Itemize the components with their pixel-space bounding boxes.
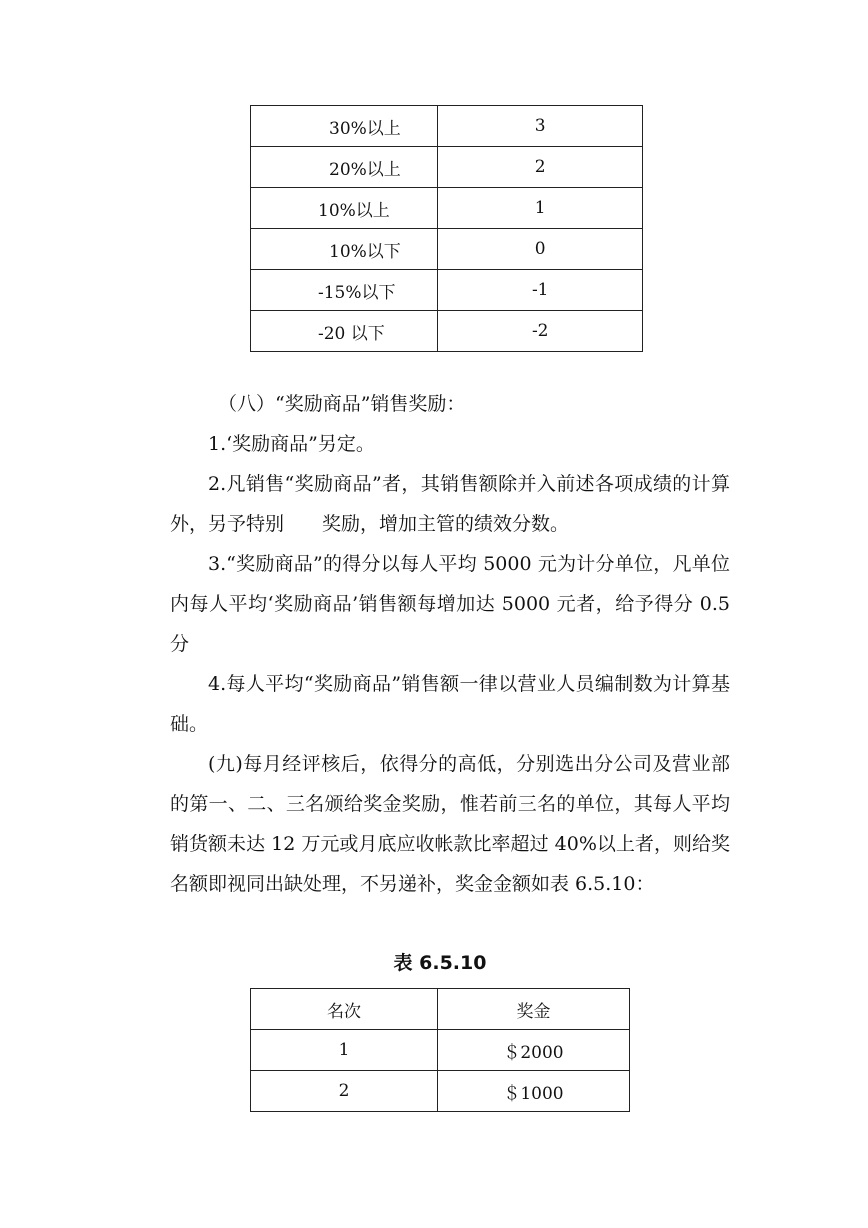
range-label: -20 以下 [318,323,385,344]
section-nine-paragraph: (九)每月经评核后，依得分的高低，分别选出分公司及营业部的第一、二、三名颁给奖金奖励，惟若前三名的单位，其每人平均销货额未达 12 万元或月底应收帐款比率超过 40%以上者，则给奖名额即视同出缺处理，不另递补，奖金金额如表 6.5.10： [170,753,730,895]
range-label: 10%以下 [329,241,401,262]
table-row [251,147,643,188]
range-label: -15%以下 [318,282,396,303]
score-cell: 2 [438,147,643,188]
score-cell: 1 [438,188,643,229]
table-row [251,1071,630,1112]
range-cell [251,106,438,147]
table-row [251,106,643,147]
rank-cell: 2 [251,1071,438,1112]
range-label: 10%以上 [318,200,390,221]
header-rank: 名次 [251,989,438,1030]
score-cell: -1 [438,270,643,311]
table-row [251,1030,630,1071]
table-row [251,311,643,352]
score-table [250,105,643,352]
rank-cell: 1 [251,1030,438,1071]
table-row [251,229,643,270]
range-cell [251,270,438,311]
range-label: 30%以上 [329,118,401,139]
score-cell: -2 [438,311,643,352]
range-label: 20%以上 [329,159,401,180]
table-caption: 表 6.5.10 [393,952,487,974]
score-cell: 3 [438,106,643,147]
range-cell [251,188,438,229]
item-3-paragraph: 3.“奖励商品”的得分以每人平均 5000 元为计分单位，凡单位内每人平均‘奖励商品’销售额每增加达 5000 元者，给予得分 0.5 分 [170,553,730,655]
bonus-cell: ＄1000 [438,1071,630,1112]
range-cell [251,229,438,270]
table-row [251,270,643,311]
table-row [251,188,643,229]
item-2-paragraph: 2.凡销售“奖励商品”者，其销售额除并入前述各项成绩的计算外，另予特别 奖励，增加主管的绩效分数。 [170,473,730,535]
score-cell: 0 [438,229,643,270]
range-cell [251,311,438,352]
range-cell [251,147,438,188]
item-4-paragraph: 4.每人平均“奖励商品”销售额一律以营业人员编制数为计算基础。 [170,673,730,735]
header-bonus: 奖金 [438,989,630,1030]
table-header-row [251,989,630,1030]
bonus-cell: ＄2000 [438,1030,630,1071]
bonus-table [250,988,630,1112]
item-1-paragraph: 1.‘奖励商品”另定。 [208,433,375,455]
section-eight-heading: （八）“奖励商品”销售奖励： [218,393,466,415]
